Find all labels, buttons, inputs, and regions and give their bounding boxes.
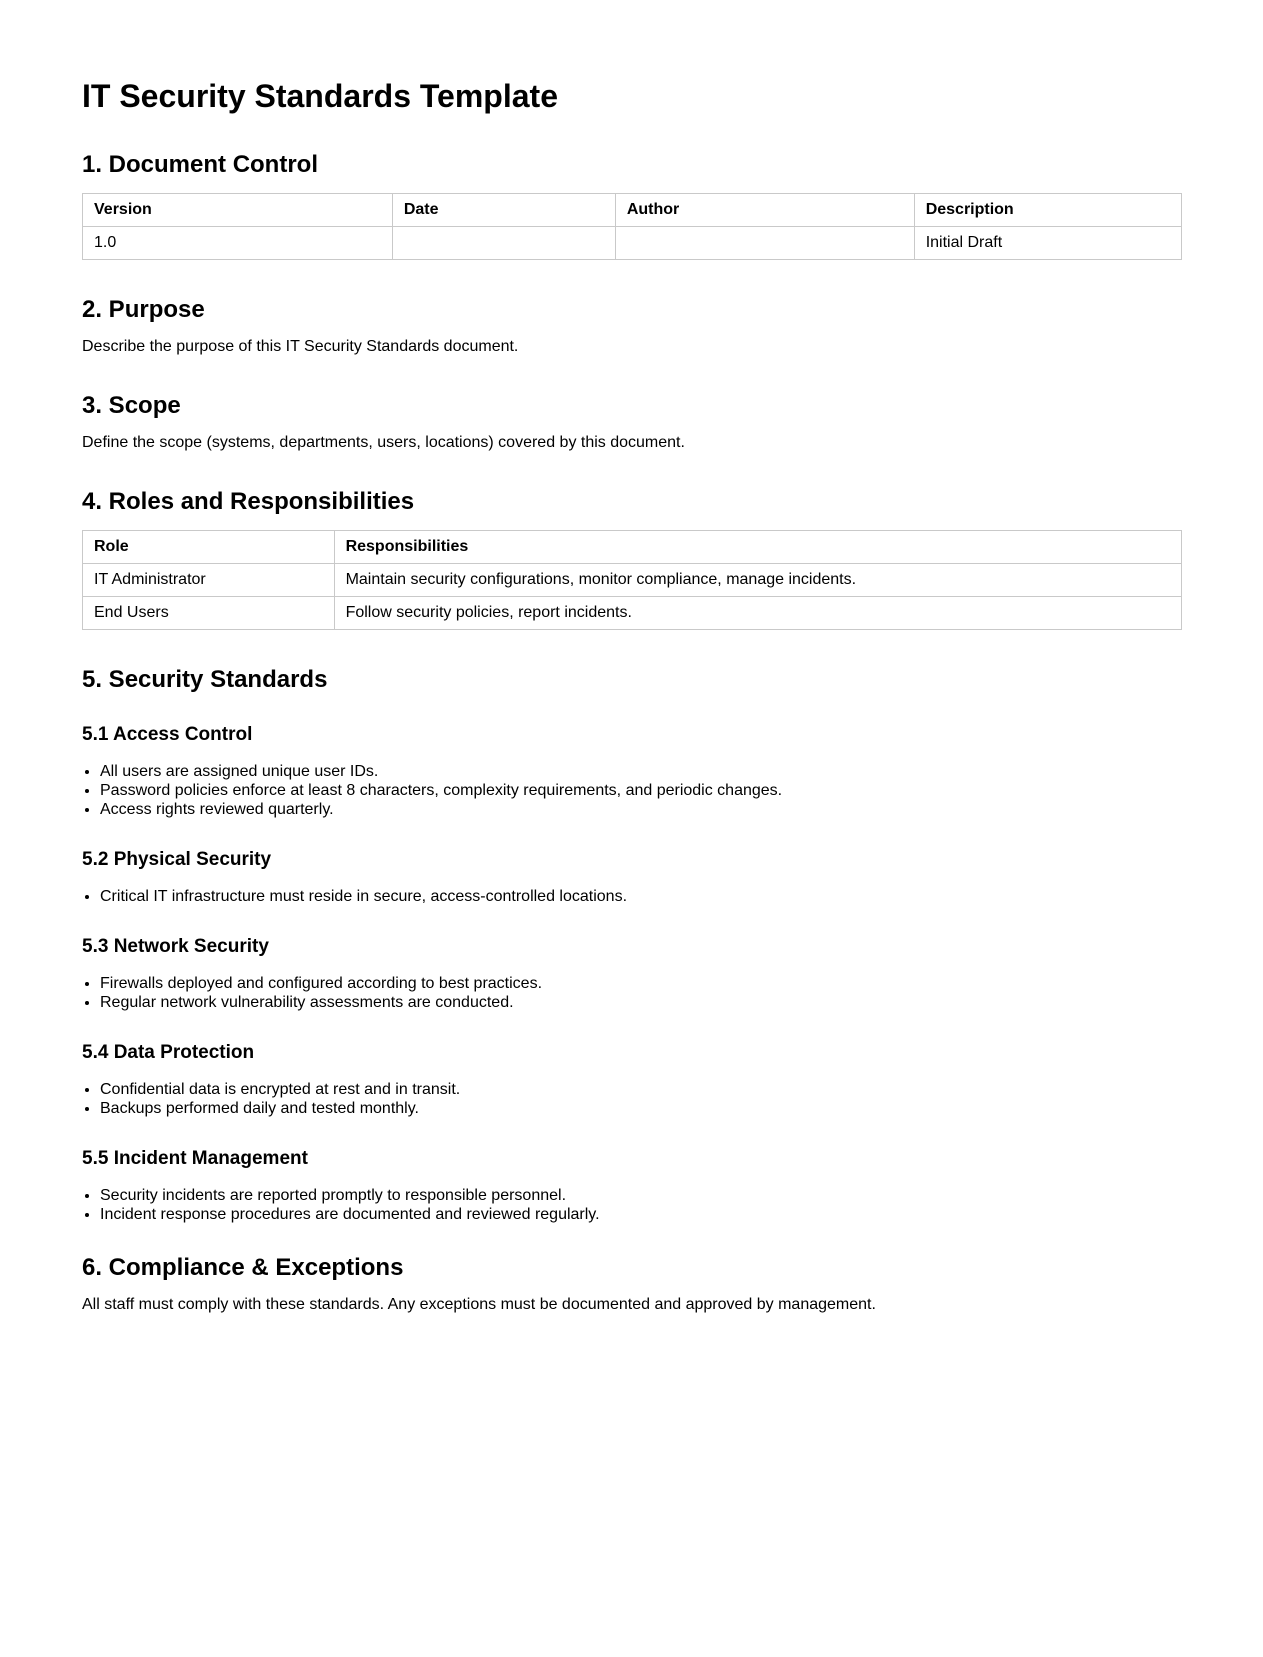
table-row (83, 564, 1182, 597)
table-cell-date (392, 227, 615, 260)
list-item: • Confidential data is encrypted at rest and in transit. (100, 1080, 1182, 1099)
network-security-bullet-list (82, 974, 1182, 1012)
list-item: • Access rights reviewed quarterly. (100, 800, 1182, 819)
section-heading-document-control: 1. Document Control (82, 151, 319, 178)
section-heading-purpose: 2. Purpose (82, 296, 205, 323)
subsection-heading-access-control: 5.1 Access Control (82, 724, 253, 745)
document-control-table (82, 193, 1182, 260)
list-item: • Critical IT infrastructure must reside in secure, access-controlled locations. (100, 887, 1182, 906)
table-header-row (83, 531, 1182, 564)
table-cell-responsibilities: Follow security policies, report incidents. (334, 597, 1181, 630)
table-header-cell-responsibilities: Responsibilities (334, 531, 1181, 564)
incident-management-bullet-list (82, 1186, 1182, 1224)
table-header-row (83, 194, 1182, 227)
table-header-cell-version: Version (83, 194, 393, 227)
table-cell-role: IT Administrator (83, 564, 335, 597)
document-title: IT Security Standards Template (82, 78, 558, 114)
table-header-cell-author: Author (615, 194, 914, 227)
table-cell-description: Initial Draft (914, 227, 1181, 260)
compliance-text: All staff must comply with these standards. Any exceptions must be documented and approved by management. (82, 1296, 876, 1313)
list-item: • Backups performed daily and tested monthly. (100, 1099, 1182, 1118)
list-item: • Incident response procedures are documented and reviewed regularly. (100, 1205, 1182, 1224)
section-heading-security-standards: 5. Security Standards (82, 666, 328, 693)
list-item: • All users are assigned unique user IDs. (100, 762, 1182, 781)
access-control-bullet-list (82, 762, 1182, 819)
scope-text: Define the scope (systems, departments, users, locations) covered by this document. (82, 434, 685, 451)
list-item: • Regular network vulnerability assessments are conducted. (100, 993, 1182, 1012)
subsection-heading-data-protection: 5.4 Data Protection (82, 1042, 255, 1063)
subsection-heading-physical-security: 5.2 Physical Security (82, 849, 272, 870)
data-protection-bullet-list (82, 1080, 1182, 1118)
table-cell-role: End Users (83, 597, 335, 630)
purpose-text: Describe the purpose of this IT Security Standards document. (82, 338, 519, 355)
subsection-heading-incident-management: 5.5 Incident Management (82, 1148, 308, 1169)
physical-security-bullet-list (82, 887, 1182, 906)
table-cell-responsibilities: Maintain security configurations, monitor compliance, manage incidents. (334, 564, 1181, 597)
list-item: • Firewalls deployed and configured according to best practices. (100, 974, 1182, 993)
table-row (83, 597, 1182, 630)
list-item: • Security incidents are reported promptly to responsible personnel. (100, 1186, 1182, 1205)
roles-table (82, 530, 1182, 630)
list-item: • Password policies enforce at least 8 characters, complexity requirements, and periodic changes. (100, 781, 1182, 800)
table-cell-author (615, 227, 914, 260)
subsection-heading-network-security: 5.3 Network Security (82, 936, 269, 957)
section-heading-roles: 4. Roles and Responsibilities (82, 488, 415, 515)
section-heading-compliance: 6. Compliance & Exceptions (82, 1254, 404, 1281)
table-header-cell-role: Role (83, 531, 335, 564)
table-header-cell-date: Date (392, 194, 615, 227)
section-heading-scope: 3. Scope (82, 392, 181, 419)
table-header-cell-description: Description (914, 194, 1181, 227)
table-row (83, 227, 1182, 260)
table-cell-version: 1.0 (83, 227, 393, 260)
